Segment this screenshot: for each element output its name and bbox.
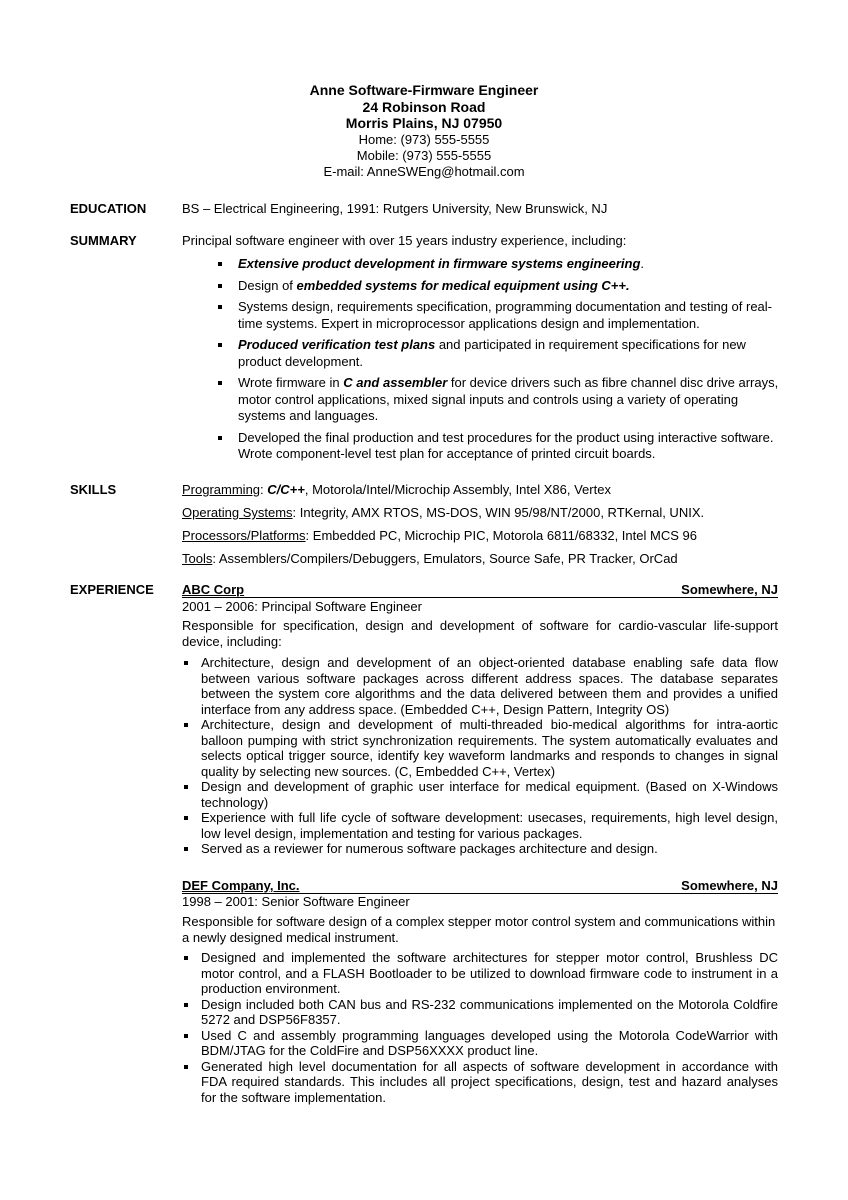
bullet-icon [184,661,188,665]
skill-operating-systems: Operating Systems: Integrity, AMX RTOS, MS-DOS, WIN 95/98/NT/2000, RTKernal, UNIX. [182,505,705,520]
bullet-icon [184,816,188,820]
skill-processors: Processors/Platforms: Embedded PC, Microchip PIC, Motorola 6811/68332, Intel MCS 96 [182,528,697,543]
education-heading: EDUCATION [70,201,147,216]
list-item: Used C and assembly programming languages developed using the Motorola CodeWarrior with BDM/JTAG for the ColdFire and DSP56XXXX product line. [184,1028,778,1059]
list-item: Architecture, design and development of multi-threaded bio-medical algorithms for intra-aortic balloon pumping with strict synchronization requirements. The system automatically evaluates and selects optical trigger source, identify key waveform landmarks and responds to changes in signal quality by selecting new sources. (C, Embedded C++, Vertex) [184,717,778,779]
list-item: Wrote firmware in C and assembler for device drivers such as fibre channel disc drive arrays, motor control applications, mixed signal inputs and controls using a variety of operating systems and languages. [218,375,783,425]
job-bullets [184,950,778,1105]
bullet-icon [184,956,188,960]
list-item: Developed the final production and test procedures for the product using interactive software. Wrote component-level test plan for acceptance of printed circuit boards. [218,430,783,463]
skill-tools: Tools: Assemblers/Compilers/Debuggers, Emulators, Source Safe, PR Tracker, OrCad [182,551,678,566]
list-item: Architecture, design and development of an object-oriented database enabling safe data flow between various software packages across different address spaces. The database separates between the system core algorithms and the data delivered between them and provides a unified interface from any address space. (Embedded C++, Design Pattern, Integrity OS) [184,655,778,717]
job-header [182,878,778,894]
bullet-icon [184,785,188,789]
list-item: Systems design, requirements specification, programming documentation and testing of real-time systems. Expert in microprocessor applications design and implementation. [218,299,783,332]
bullet-icon [184,847,188,851]
email: E-mail: AnneSWEng@hotmail.com [323,163,525,179]
job-location: Somewhere, NJ [681,582,778,597]
education-text: BS – Electrical Engineering, 1991: Rutgers University, New Brunswick, NJ [182,201,608,216]
bullet-icon [218,381,222,385]
candidate-name: Anne Software-Firmware Engineer [309,82,539,98]
bullet-icon [218,343,222,347]
job-bullets [184,655,778,857]
list-item: Design included both CAN bus and RS-232 communications implemented on the Motorola Coldfire 5272 and DSP56F8357. [184,997,778,1028]
bullet-icon [218,284,222,288]
bullet-icon [218,262,222,266]
resume-header [0,82,848,180]
skill-programming: Programming: C/C++, Motorola/Intel/Microchip Assembly, Intel X86, Vertex [182,482,611,497]
list-item: Generated high level documentation for all aspects of software development in accordance with FDA required standards. This includes all project specifications, design, test and hazard analyses for the software implementation. [184,1059,778,1106]
job-dates: 2001 – 2006: Principal Software Engineer [182,599,422,614]
home-phone: Home: (973) 555-5555 [358,131,490,147]
summary-list [218,256,783,468]
list-item: Designed and implemented the software architectures for stepper motor control, Brushless DC motor control, and a FLASH Bootloader to be utilized to download firmware code to instrument in a production environment. [184,950,778,997]
company-name: ABC Corp [182,582,245,597]
list-item: Produced verification test plans and participated in requirement specifications for new product development. [218,337,783,370]
list-item: Design of embedded systems for medical equipment using C++. [218,278,783,295]
bullet-icon [184,723,188,727]
bullet-icon [184,1065,188,1069]
street-address: 24 Robinson Road [362,98,486,115]
bullet-icon [184,1034,188,1038]
list-item: Experience with full life cycle of software development: usecases, requirements, high level design, low level design, implementation and testing for various packages. [184,810,778,841]
list-item: Served as a reviewer for numerous software packages architecture and design. [184,841,778,857]
job-description: Responsible for specification, design and development of software for cardio-vascular life-support device, including: [182,618,778,649]
job-description: Responsible for software design of a complex stepper motor control system and communications within a newly designed medical instrument. [182,914,776,945]
bullet-icon [218,436,222,440]
bullet-icon [218,305,222,309]
summary-intro: Principal software engineer with over 15 years industry experience, including: [182,233,627,248]
list-item: Design and development of graphic user interface for medical equipment. (Based on X-Windows technology) [184,779,778,810]
summary-heading: SUMMARY [70,233,137,248]
job-header [182,582,778,598]
bullet-icon [184,1003,188,1007]
list-item: Extensive product development in firmware systems engineering. [218,256,783,273]
job-dates: 1998 – 2001: Senior Software Engineer [182,894,410,909]
mobile-phone: Mobile: (973) 555-5555 [356,147,492,163]
job-location: Somewhere, NJ [681,878,778,893]
experience-heading: EXPERIENCE [70,582,154,597]
company-name: DEF Company, Inc. [182,878,300,893]
city-state-zip: Morris Plains, NJ 07950 [345,115,503,131]
skills-heading: SKILLS [70,482,117,497]
